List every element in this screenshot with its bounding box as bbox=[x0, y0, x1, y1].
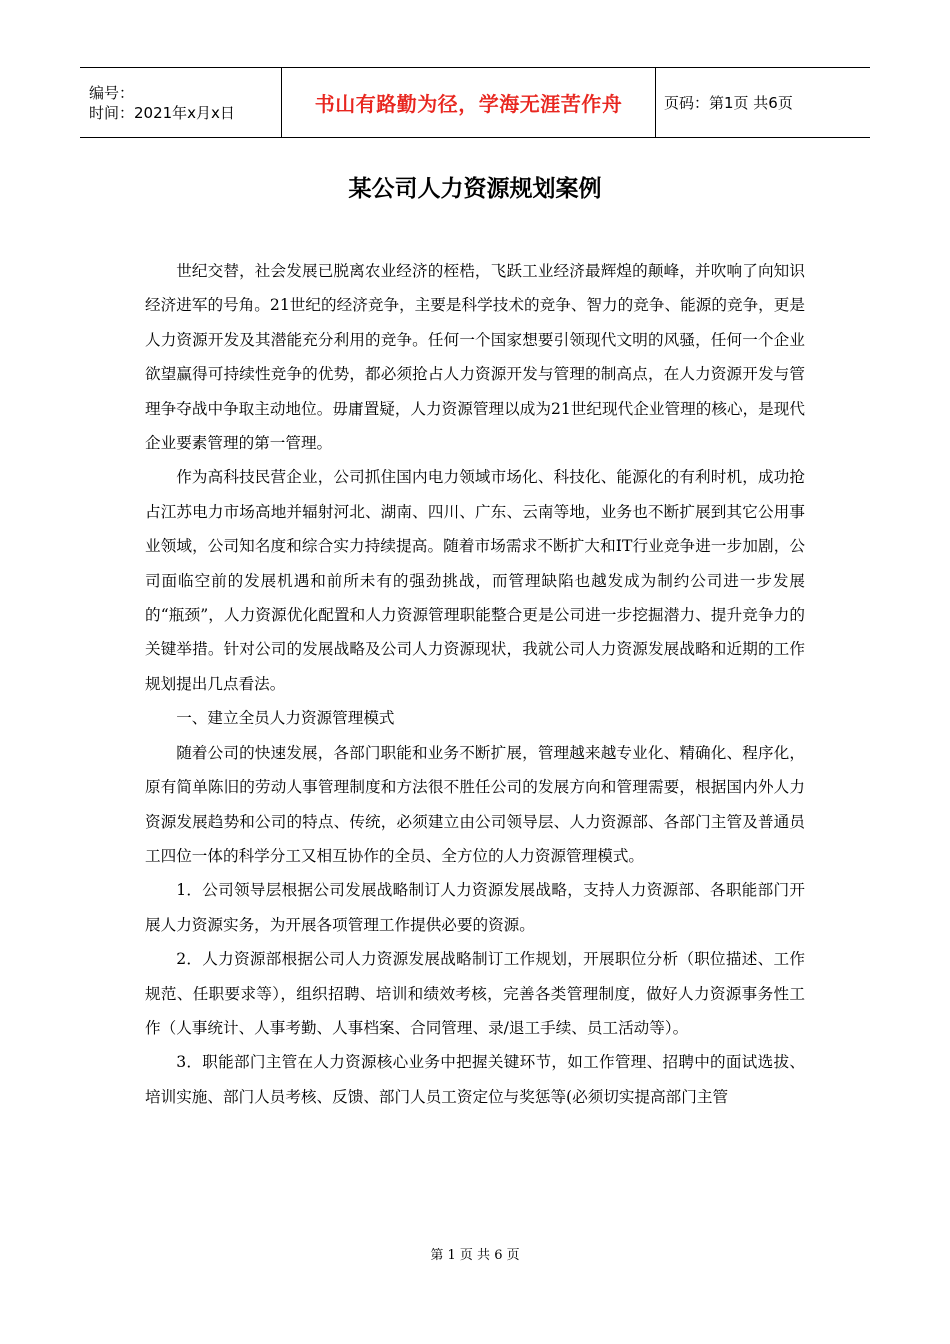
paragraph: 作为高科技民营企业，公司抓住国内电力领域市场化、科技化、能源化的有利时机，成功抢占江苏电力市场高地并辐射河北、湖南、四川、广东、云南等地，业务也不断扩展到其它公用事业领域，公司知名度和综合实力持续提高。随着市场需求不断扩大和IT行业竞争进一步加剧，公司面临空前的发展机遇和前所未有的强劲挑战，而管理缺陷也越发成为制约公司进一步发展的“瓶颈”，人力资源优化配置和人力资源管理职能整合更是公司进一步挖掘潜力、提升竞争力的关键举措。针对公司的发展战略及公司人力资源现状，我就公司人力资源发展战略和近期的工作规划提出几点看法。 bbox=[145, 468, 805, 693]
header-page-cell bbox=[656, 68, 870, 137]
paragraph: 世纪交替，社会发展已脱离农业经济的桎梏，飞跃工业经济最辉煌的颠峰，并吹响了向知识经济进军的号角。21世纪的经济竞争，主要是科学技术的竞争、智力的竞争、能源的竞争，更是人力资源开发及其潜能充分利用的竞争。任何一个国家想要引领现代文明的风骚，任何一个企业欲望赢得可持续性竞争的优势，都必须抢占人力资源开发与管理的制高点，在人力资源开发与管理争夺战中争取主动地位。毋庸置疑，人力资源管理以成为21世纪现代企业管理的核心，是现代企业要素管理的第一管理。 bbox=[145, 262, 805, 453]
header-table bbox=[80, 67, 870, 138]
section-heading: 一、建立全员人力资源管理模式 bbox=[176, 709, 395, 728]
paragraph: 1．公司领导层根据公司发展战略制订人力资源发展战略，支持人力资源部、各职能部门开展人力资源实务，为开展各项管理工作提供必要的资源。 bbox=[145, 881, 805, 934]
header-page-label: 页码：第1页 共6页 bbox=[664, 94, 793, 112]
paragraph: 3．职能部门主管在人力资源核心业务中把握关键环节，如工作管理、招聘中的面试选拔、培训实施、部门人员考核、反馈、部门人员工资定位与奖惩等(必须切实提高部门主管 bbox=[145, 1053, 805, 1106]
header-motto: 书山有路勤为径，学海无涯苦作舟 bbox=[314, 92, 623, 116]
document-time-label: 时间：2021年x月x日 bbox=[89, 103, 235, 122]
document-body bbox=[145, 254, 805, 1114]
paragraph: 随着公司的快速发展，各部门职能和业务不断扩展，管理越来越专业化、精确化、程序化，原有简单陈旧的劳动人事管理制度和方法很不胜任公司的发展方向和管理需要，根据国内外人力资源发展趋势和公司的特点、传统，必须建立由公司领导层、人力资源部、各部门主管及普通员工四位一体的科学分工又相互协作的全员、全方位的人力资源管理模式。 bbox=[145, 743, 805, 865]
page-footer: 第 1 页 共 6 页 bbox=[430, 1248, 520, 1263]
header-meta bbox=[80, 68, 282, 137]
document-number-label: 编号： bbox=[89, 83, 135, 102]
header-motto-cell bbox=[282, 68, 656, 137]
paragraph: 2．人力资源部根据公司人力资源发展战略制订工作规划，开展职位分析（职位描述、工作规范、任职要求等），组织招聘、培训和绩效考核，完善各类管理制度，做好人力资源事务性工作（人事统计、人事考勤、人事档案、合同管理、录/退工手续、员工活动等）。 bbox=[145, 950, 805, 1037]
document-title: 某公司人力资源规划案例 bbox=[348, 176, 602, 202]
